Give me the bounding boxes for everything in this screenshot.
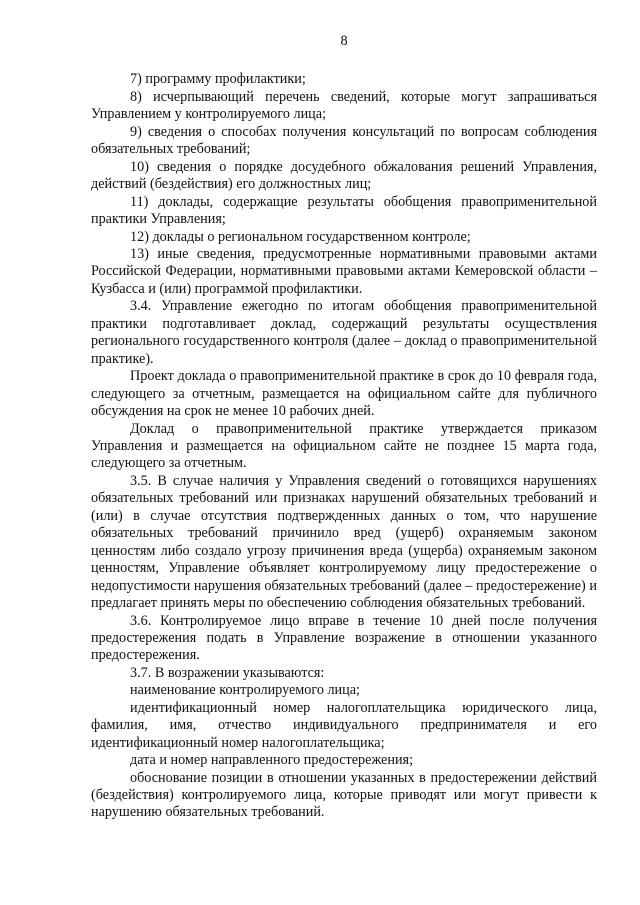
document-page bbox=[91, 33, 597, 822]
section-3-7-heading: 3.7. В возражении указываются: bbox=[130, 664, 325, 681]
section-3-5-paragraph: 3.5. В случае наличия у Управления сведений о готовящихся нарушениях обязательных требований или признаках нарушений обязательных требований и (или) в случае отсутствия подтвержденных данных о том, что нарушение обязательных требований причинило вред (ущерб) охраняемым законом ценностям либо создало угрозу причинения вреда (ущерба) охраняемым законом ценностям, Управление объявляет контролируемому лицу предостережение о недопустимости нарушения обязательных требований (далее – предостережение) и предлагает принять меры по обеспечению соблюдения обязательных требований. bbox=[91, 472, 597, 612]
list-item-12-control-reports: 12) доклады о региональном государственном контроле; bbox=[130, 228, 471, 245]
list-item-7-prevention-program: 7) программу профилактики; bbox=[130, 71, 306, 88]
objection-item-name: наименование контролируемого лица; bbox=[130, 682, 360, 699]
list-item-9-consultation-info: 9) сведения о способах получения консультаций по вопросам соблюдения обязательных требований; bbox=[91, 123, 597, 158]
section-3-4-paragraph: 3.4. Управление ежегодно по итогам обобщения правоприменительной практики подготавливает доклад, содержащий результаты осуществления регионального государственного контроля (далее – доклад о правоприменительной практике). bbox=[91, 298, 597, 367]
list-item-8-requested-info-list: 8) исчерпывающий перечень сведений, которые могут запрашиваться Управлением у контролируемого лица; bbox=[91, 88, 597, 123]
list-item-13-other-info: 13) иные сведения, предусмотренные нормативными правовыми актами Российской Федерации, нормативными правовыми актами Кемеровской области – Кузбасса и (или) программой профилактики. bbox=[91, 245, 597, 297]
list-item-10-appeal-procedure: 10) сведения о порядке досудебного обжалования решений Управления, действий (бездействия) его должностных лиц; bbox=[91, 158, 597, 193]
draft-report-paragraph: Проект доклада о правоприменительной практике в срок до 10 февраля года, следующего за отчетным, размещается на официальном сайте для публичного обсуждения на срок не менее 10 рабочих дней. bbox=[91, 368, 597, 420]
objection-item-warning-date: дата и номер направленного предостережения; bbox=[130, 752, 414, 769]
report-approval-paragraph: Доклад о правоприменительной практике утверждается приказом Управления и размещается на официальном сайте не позднее 15 марта года, следующего за отчетным. bbox=[91, 420, 597, 472]
section-3-6-paragraph: 3.6. Контролируемое лицо вправе в течение 10 дней после получения предостережения подать в Управление возражение в отношении указанного предостережения. bbox=[91, 612, 597, 664]
page-number: 8 bbox=[340, 33, 348, 49]
objection-item-tax-id: идентификационный номер налогоплательщика юридического лица, фамилия, имя, отчество индивидуального предпринимателя и его идентификационный номер налогоплательщика; bbox=[91, 699, 597, 751]
list-item-11-practice-reports: 11) доклады, содержащие результаты обобщения правоприменительной практики Управления; bbox=[91, 193, 597, 228]
objection-item-justification: обоснование позиции в отношении указанных в предостережении действий (бездействия) контролируемого лица, которые приводят или могут привести к нарушению обязательных требований. bbox=[91, 769, 597, 821]
